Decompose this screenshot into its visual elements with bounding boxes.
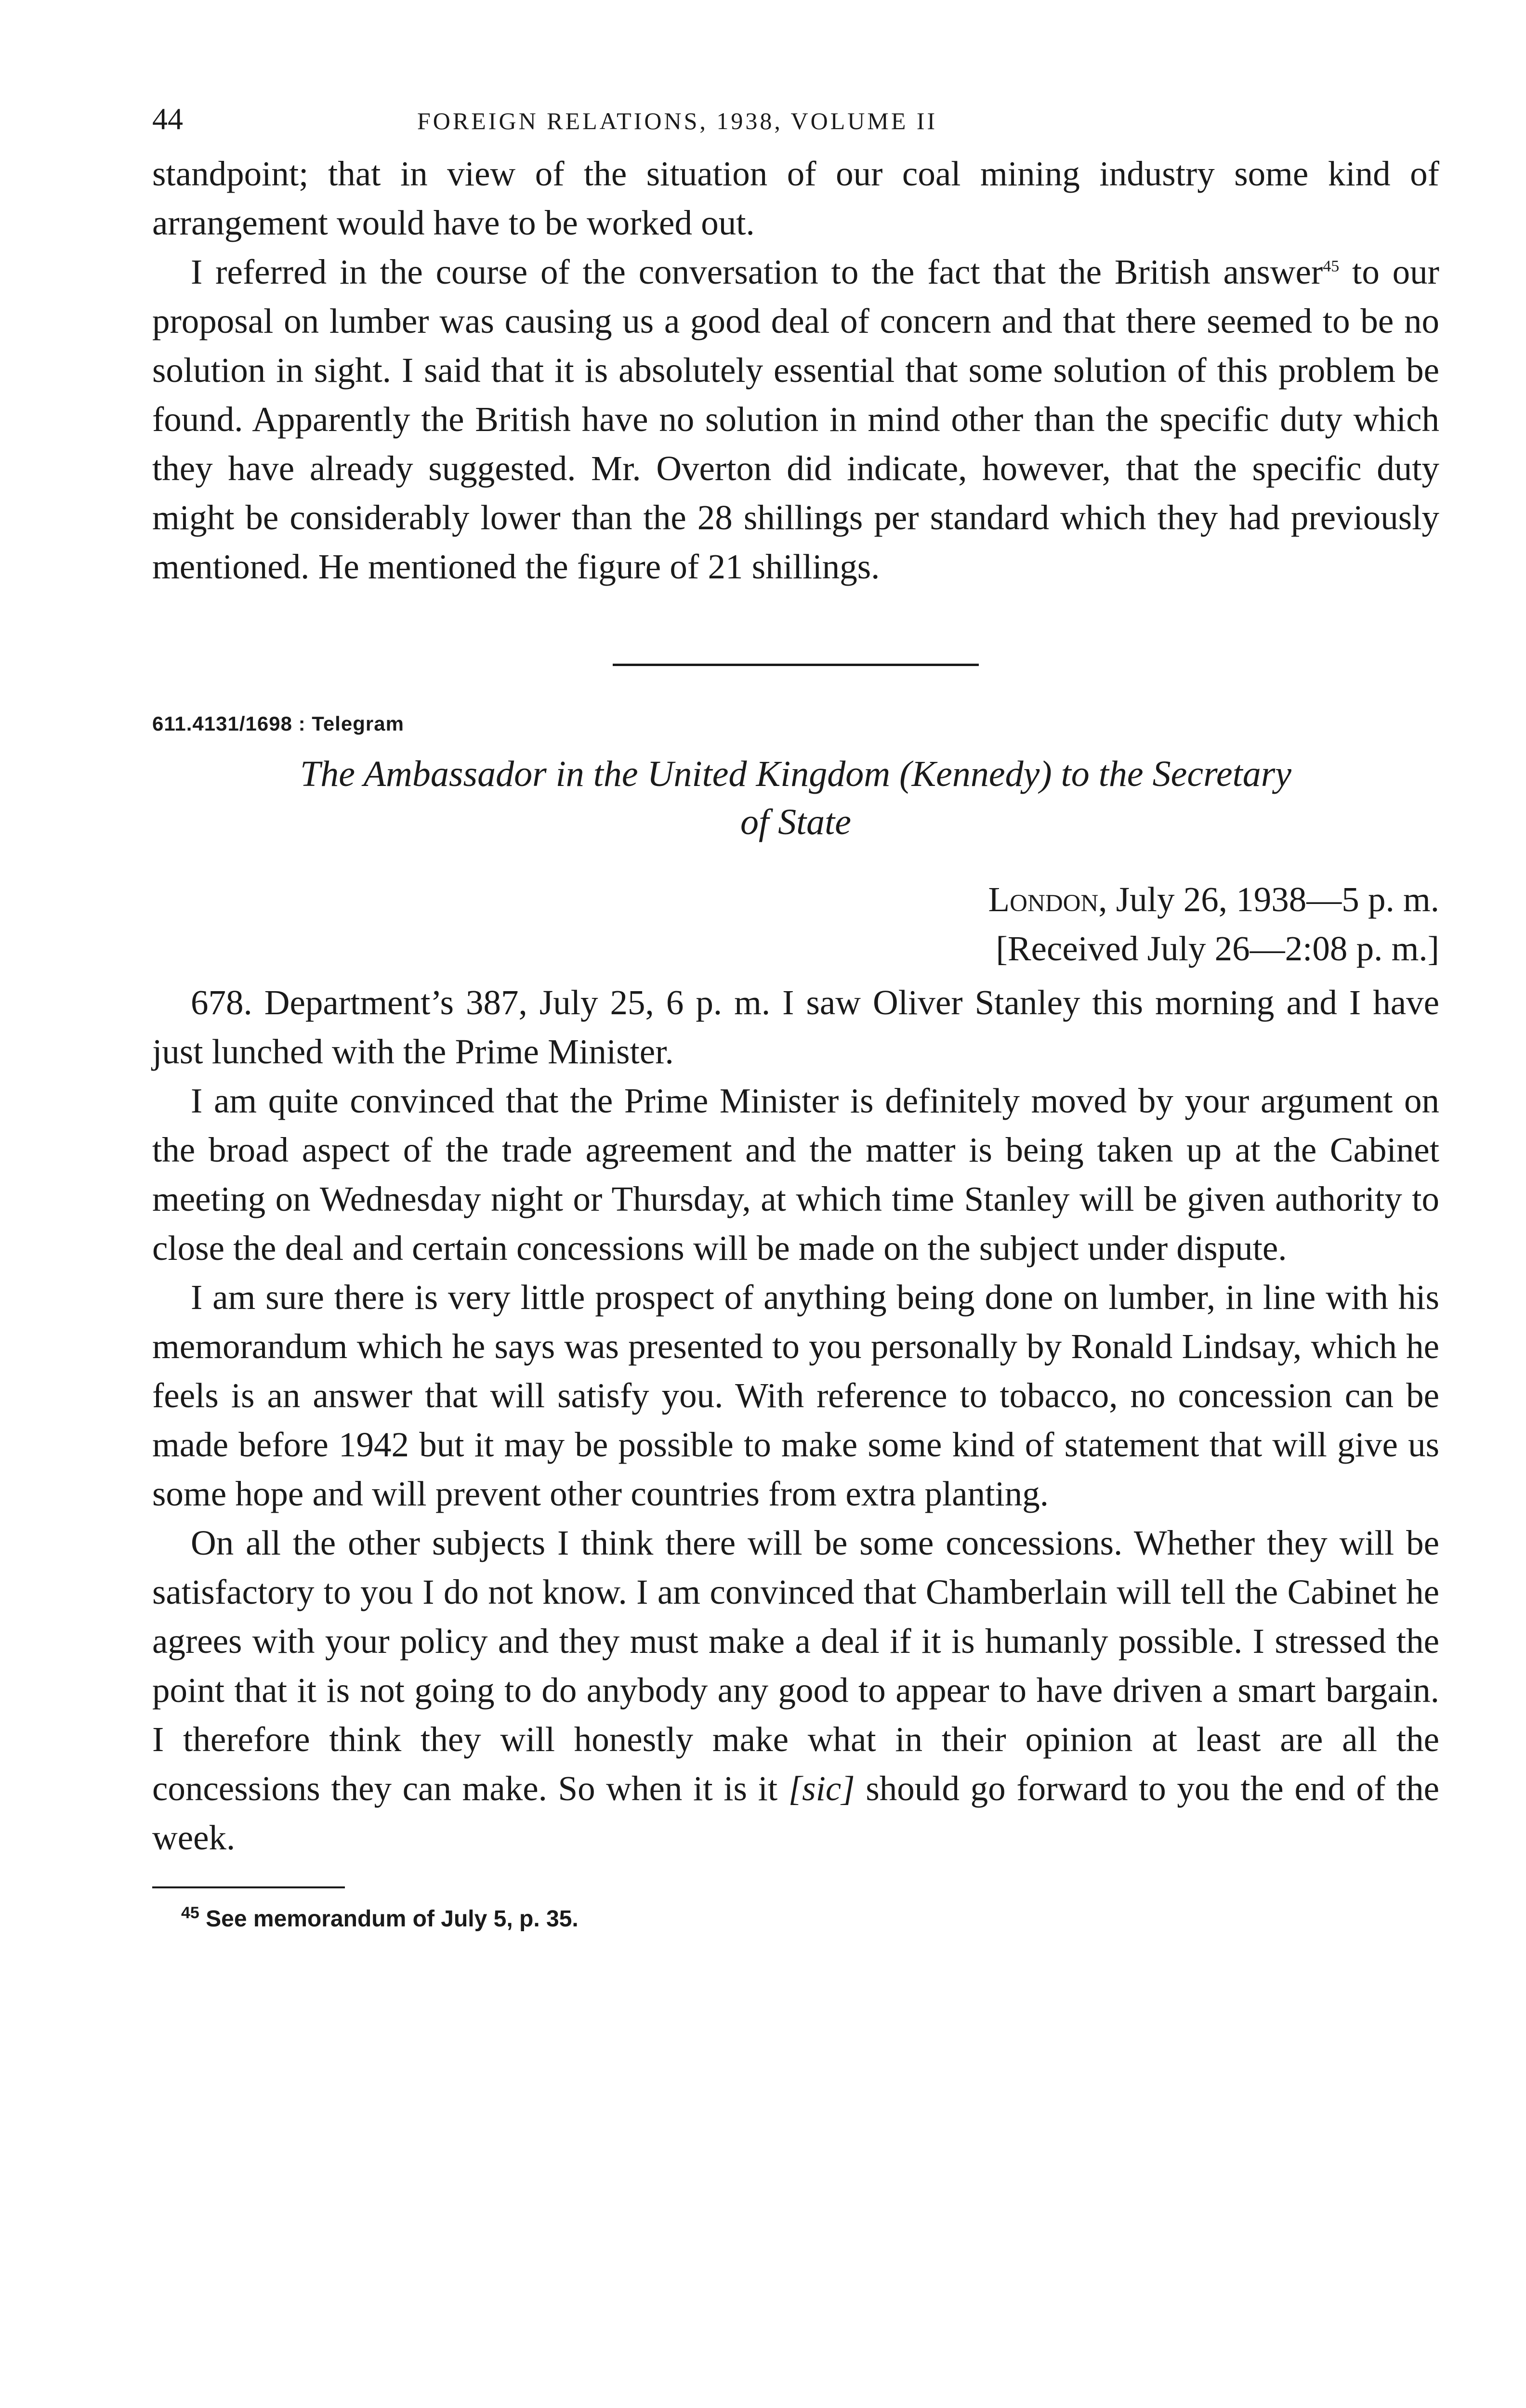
running-head: FOREIGN RELATIONS, 1938, VOLUME II bbox=[417, 107, 938, 134]
paragraph: standpoint; that in view of the situation of our coal mining industry some kind of arrangement would have to be worked out. bbox=[152, 154, 1439, 242]
footnote-reference: 45 bbox=[1323, 257, 1340, 275]
document-title-line: The Ambassador in the United Kingdom (Kennedy) to the Secretary bbox=[300, 754, 1291, 794]
paragraph bbox=[152, 248, 1439, 591]
dateline-received: [Received July 26—2:08 p. m.] bbox=[996, 929, 1439, 968]
paragraph-text: I referred in the course of the conversation to the fact that the British answer bbox=[191, 252, 1323, 291]
dateline-sent bbox=[152, 875, 1439, 924]
continued-text bbox=[152, 149, 1439, 591]
sic-note: [sic] bbox=[788, 1769, 855, 1808]
telegram-body bbox=[152, 978, 1439, 1862]
dateline-place: London, bbox=[988, 880, 1107, 919]
paragraph-text: should go forward to you the end of the week. bbox=[152, 1769, 1439, 1857]
paragraph-text: On all the other subjects I think there will be some concessions. Whether they will be satisfactory to you I do not know. I am convinced that Chamberlain will tell the Cabinet he agrees with your policy and they must make a deal if it is humanly possible. I stressed the point that it is not going to do anybody any good to appear to have driven a smart bargain. I therefore think they will honestly make what in their opinion at least are all the concessions they can make. So when it is it bbox=[152, 1523, 1439, 1808]
footnote-text: See memorandum of July 5, p. 35. bbox=[199, 1906, 579, 1932]
paragraph bbox=[152, 1518, 1439, 1862]
page bbox=[152, 101, 1439, 1932]
footnote-rule bbox=[152, 1886, 345, 1888]
section-divider bbox=[613, 664, 979, 666]
document-title bbox=[152, 750, 1439, 846]
dateline-date: July 26, 1938—5 p. m. bbox=[1107, 880, 1439, 919]
footnote bbox=[181, 1906, 1439, 1932]
document-title-line: of State bbox=[740, 802, 852, 842]
dateline bbox=[152, 875, 1439, 973]
paragraph: 678. Department’s 387, July 25, 6 p. m. I saw Oliver Stanley this morning and I have just lunched with the Prime Minister. bbox=[152, 983, 1439, 1071]
paragraph-text: to our proposal on lumber was causing us a good deal of concern and that there seemed to be no solution in sight. I said that it is absolutely essential that some solution of this problem be found. Apparently the British have no solution in mind other than the specific duty which they have already suggested. Mr. Overton did indicate, however, that the specific duty might be considerably lower than the 28 shillings per standard which they had previously mentioned. He mentioned the figure of 21 shillings. bbox=[152, 252, 1439, 586]
page-number: 44 bbox=[152, 102, 183, 136]
footnote-marker: 45 bbox=[181, 1904, 199, 1922]
paragraph: I am sure there is very little prospect of anything being done on lumber, in line with his memorandum which he says was presented to you personally by Ronald Lindsay, which he feels is an answer that will satisfy you. With reference to tobacco, no concession can be made before 1942 but it may be possible to make some kind of statement that will give us some hope and will prevent other countries from extra planting. bbox=[152, 1278, 1439, 1513]
file-reference: 611.4131/1698 : Telegram bbox=[152, 712, 404, 735]
page-header bbox=[152, 101, 1439, 149]
paragraph: I am quite convinced that the Prime Minister is definitely moved by your argument on the broad aspect of the trade agreement and the matter is being taken up at the Cabinet meeting on Wednesday night or Thursday, at which time Stanley will be given authority to close the deal and certain concessions will be made on the subject under dispute. bbox=[152, 1081, 1439, 1268]
